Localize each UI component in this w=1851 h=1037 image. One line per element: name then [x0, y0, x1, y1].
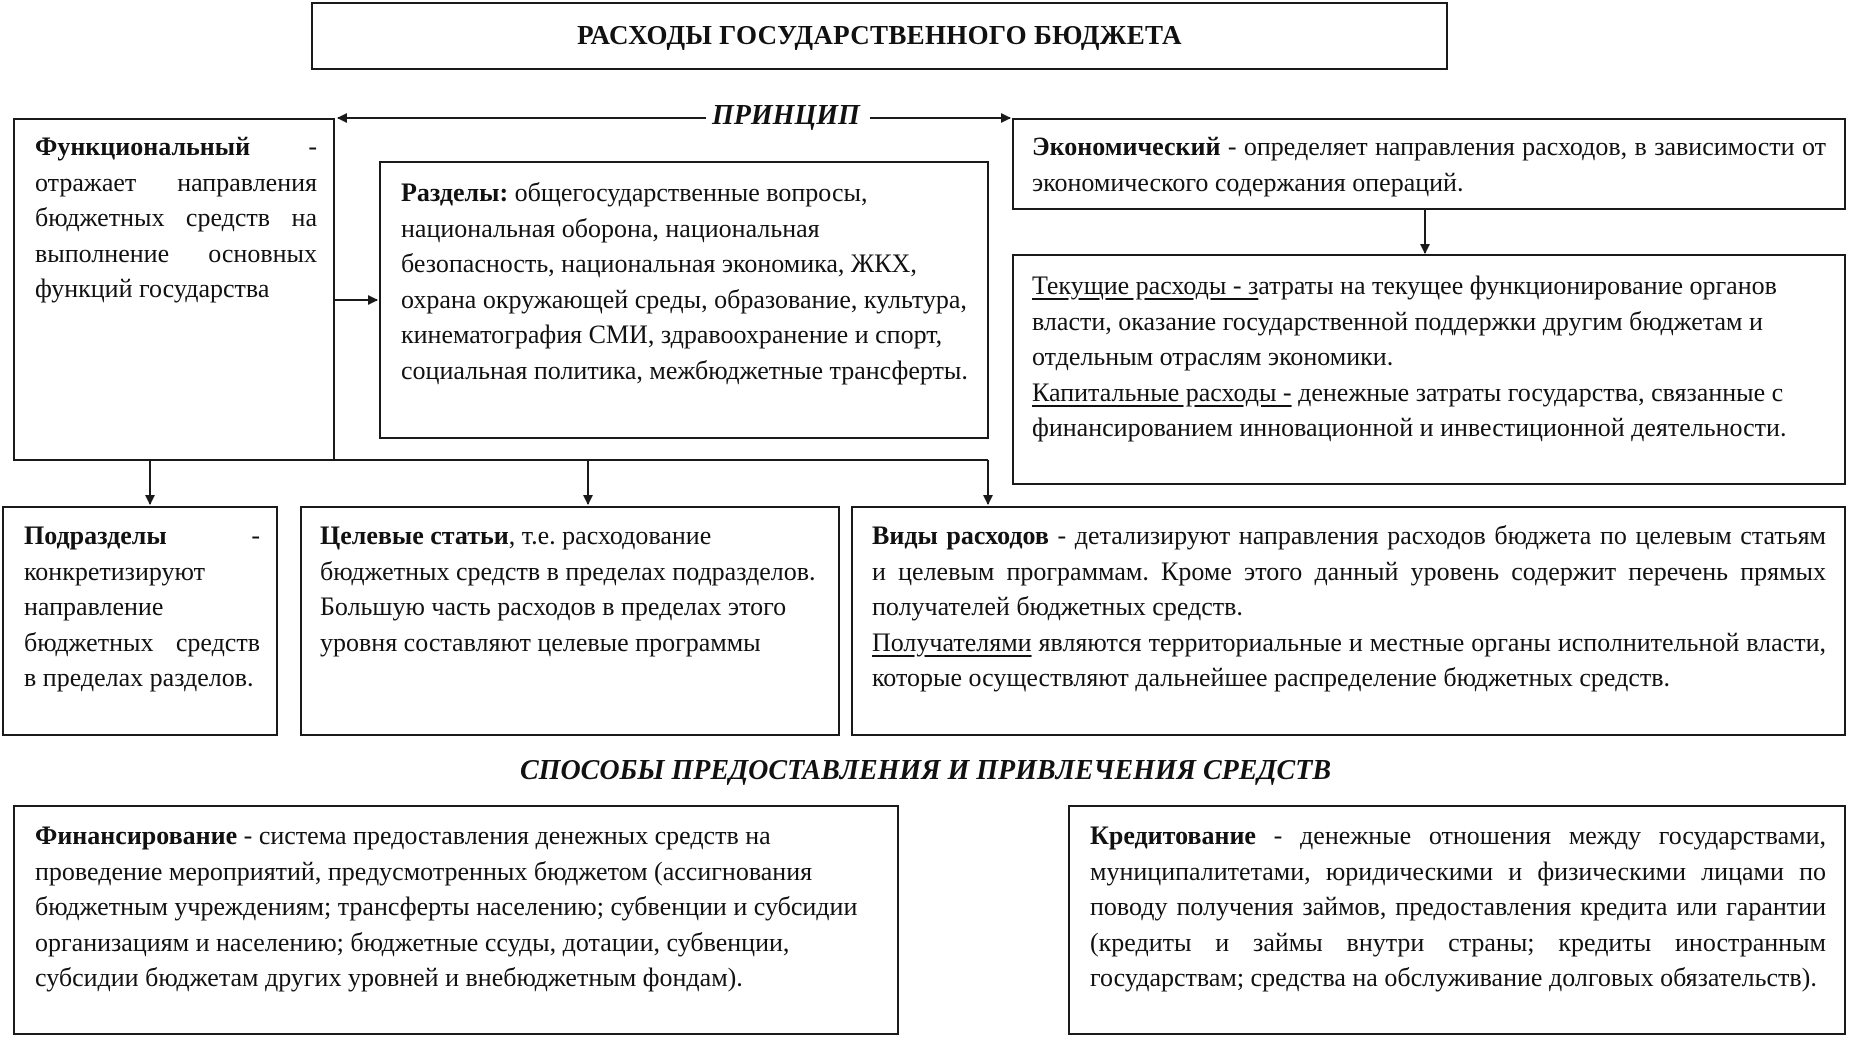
functional-box: [13, 118, 335, 461]
financing-term: Финансирование: [35, 821, 238, 850]
current-expenses-text: атраты на текущее функционирование органов власти, оказание государственной поддержки другим бюджетам и отдельным отраслям экономики.: [1032, 271, 1777, 371]
functional-text: - отражает направления бюджетных средств на выполнение основных функций государства: [35, 132, 317, 303]
principle-label: [706, 100, 866, 132]
capital-expenses-text: денежные затраты государства, связанные с финансированием инновационной и инвестиционной деятельности.: [1032, 377, 1787, 442]
expense-kinds-content: [872, 518, 1826, 625]
crediting-text: - денежные отношения между государствами, муниципалитетами, юридическими и физическими лицами по поводу получения займов, предоставления кредита или гарантии (кредиты и займы внутри страны; кредиты иностранным государствам; средства на обслуживание долговых обязательств).: [1090, 821, 1826, 992]
economic-content: [1032, 129, 1826, 200]
sections-text: общегосударственные вопросы, национальная оборона, национальная безопасность, национальная экономика, ЖКХ, охрана окружающей среды, образование, культура, кинематография СМИ, здравоохранение и спорт, социальная политика, межбюджетные трансферты.: [401, 178, 968, 385]
capital-expenses-term: Капитальные расходы -: [1032, 377, 1292, 407]
crediting-term: Кредитование: [1090, 821, 1256, 850]
economic-box: [1012, 118, 1846, 210]
recipients-content: [872, 625, 1826, 696]
sections-term: Разделы:: [401, 178, 509, 207]
economic-term: Экономический: [1032, 132, 1221, 161]
expense-types-box: [1012, 254, 1846, 485]
financing-content: [35, 818, 877, 996]
capital-expenses: [1032, 375, 1826, 446]
title-text: РАСХОДЫ ГОСУДАРСТВЕННОГО БЮДЖЕТА: [577, 20, 1182, 51]
sections-box: [379, 161, 989, 439]
subsections-content: [24, 518, 260, 696]
current-expenses: [1032, 268, 1826, 375]
target-articles-box: [300, 506, 840, 736]
recipients-term: Получателями: [872, 627, 1032, 657]
crediting-box: [1068, 805, 1846, 1035]
principle-label-text: ПРИНЦИП: [712, 100, 860, 131]
methods-heading-text: СПОСОБЫ ПРЕДОСТАВЛЕНИЯ И ПРИВЛЕЧЕНИЯ СРЕДСТВ: [519, 755, 1331, 786]
expense-kinds-box: [851, 506, 1846, 736]
functional-term: Функциональный: [35, 132, 251, 161]
subsections-text: - конкретизируют направление бюджетных средств в пределах разделов.: [24, 521, 260, 692]
methods-heading: [0, 755, 1851, 787]
page-title: [311, 2, 1448, 70]
sections-content: [401, 175, 973, 388]
current-expenses-term: Текущие расходы - з: [1032, 271, 1259, 300]
economic-text: - определяет направления расходов, в зависимости от экономического содержания операций.: [1032, 132, 1826, 197]
financing-box: [13, 805, 899, 1035]
recipients-text: являются территориальные и местные органы исполнительной власти, которые осуществляют дальнейшее распределение бюджетных средств.: [872, 627, 1826, 692]
expense-kinds-text: - детализируют направления расходов бюджета по целевым статьям и целевым программам. Кроме этого данный уровень содержит перечень прямых получателей бюджетных средств.: [872, 521, 1826, 621]
subsections-term: Подразделы: [24, 521, 167, 550]
target-articles-text: , т.е. расходование бюджетных средств в пределах подразделов. Большую часть расходов в пределах этого уровня составляют целевые программы: [320, 521, 816, 657]
financing-text: - система предоставления денежных средств на проведение мероприятий, предусмотренных бюджетом (ассигнования бюджетным учреждениям; трансферты населению; субвенции и субсидии организациям и населению; бюджетные ссуды, дотации, субвенции, субсидии бюджетам других уровней и внебюджетным фондам).: [35, 821, 858, 992]
expense-kinds-term: Виды расходов: [872, 521, 1049, 550]
crediting-content: [1090, 818, 1826, 996]
functional-content: [35, 129, 317, 307]
target-articles-term: Целевые статьи: [320, 521, 509, 550]
subsections-box: [2, 506, 278, 736]
target-articles-content: [320, 518, 820, 660]
